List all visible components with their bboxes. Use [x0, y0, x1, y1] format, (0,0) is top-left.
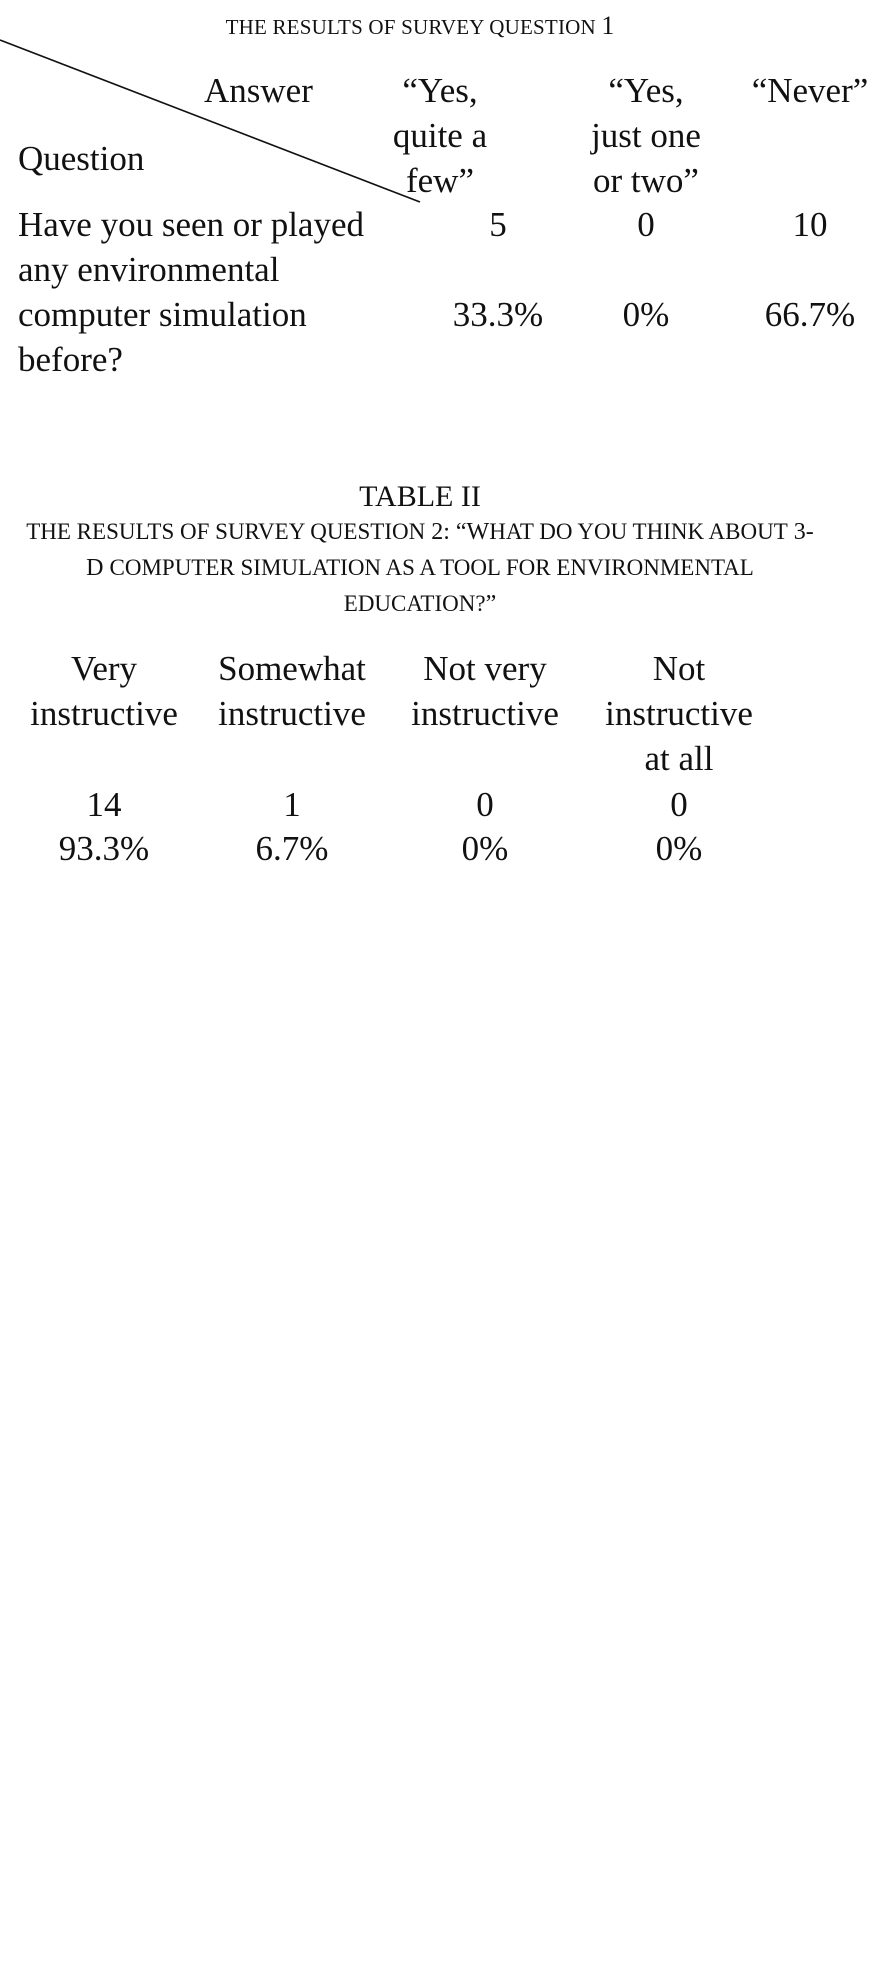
table1-answer-header: Answer	[204, 71, 313, 110]
table2-caption-part: HAT DO YOU THINK ABOUT	[489, 519, 788, 544]
table2-count-cell: 14	[86, 785, 122, 824]
table1-caption-text: THE RESULTS OF SURVEY QUESTION	[225, 15, 596, 39]
table2-header-somewhat-instructive: Somewhat instructive	[218, 649, 366, 733]
table1-question-header: Question	[18, 139, 145, 178]
table2-caption-part: 2: “W	[425, 519, 490, 545]
table2-percent-cell: 0%	[655, 829, 703, 868]
table2-header-not-very-instructive: Not very instructive	[411, 649, 559, 733]
table2-label: TABLE II	[359, 480, 481, 513]
table2-caption-part: COMPUTER SIMULATION AS A TOOL FOR ENVIRONMENTAL EDUCATION?	[109, 555, 754, 616]
table1-header-diagonal-line	[0, 38, 430, 228]
table2-count-cell: 0	[476, 785, 494, 824]
table2-count-cell: 1	[283, 785, 301, 824]
table1-percent-cell: 33.3%	[452, 295, 544, 334]
table2-header-very-instructive: Very instructive	[30, 649, 178, 733]
table1-count-cell: 5	[489, 205, 507, 244]
table2-caption	[20, 514, 820, 622]
table2-caption-part: ”	[485, 591, 497, 617]
table1-caption-number: 1	[601, 11, 615, 40]
table1-percent-cell: 66.7%	[764, 295, 856, 334]
table2-percent-cell: 6.7%	[255, 829, 329, 868]
table1-col-never: “Never”	[751, 71, 869, 110]
table1-count-cell: 10	[792, 205, 828, 244]
table2-caption-part: 3-D	[86, 519, 814, 581]
table2-count-cell: 0	[670, 785, 688, 824]
table2-percent-cell: 0%	[461, 829, 509, 868]
table2-caption-part: THE RESULTS OF SURVEY QUESTION	[26, 519, 426, 544]
table1-question-text: Have you seen or played any environmental computer simulation before?	[18, 205, 364, 379]
table1-count-cell: 0	[637, 205, 655, 244]
table2-header-not-instructive-at-all: Not instructive at all	[605, 649, 753, 778]
table1-col-yes-one-or-two: “Yes, just one or two”	[591, 71, 701, 200]
table1-col-yes-quite-a-few: “Yes, quite a few”	[392, 71, 488, 200]
table2-percent-cell: 93.3%	[58, 829, 150, 868]
table1-percent-cell: 0%	[622, 295, 670, 334]
